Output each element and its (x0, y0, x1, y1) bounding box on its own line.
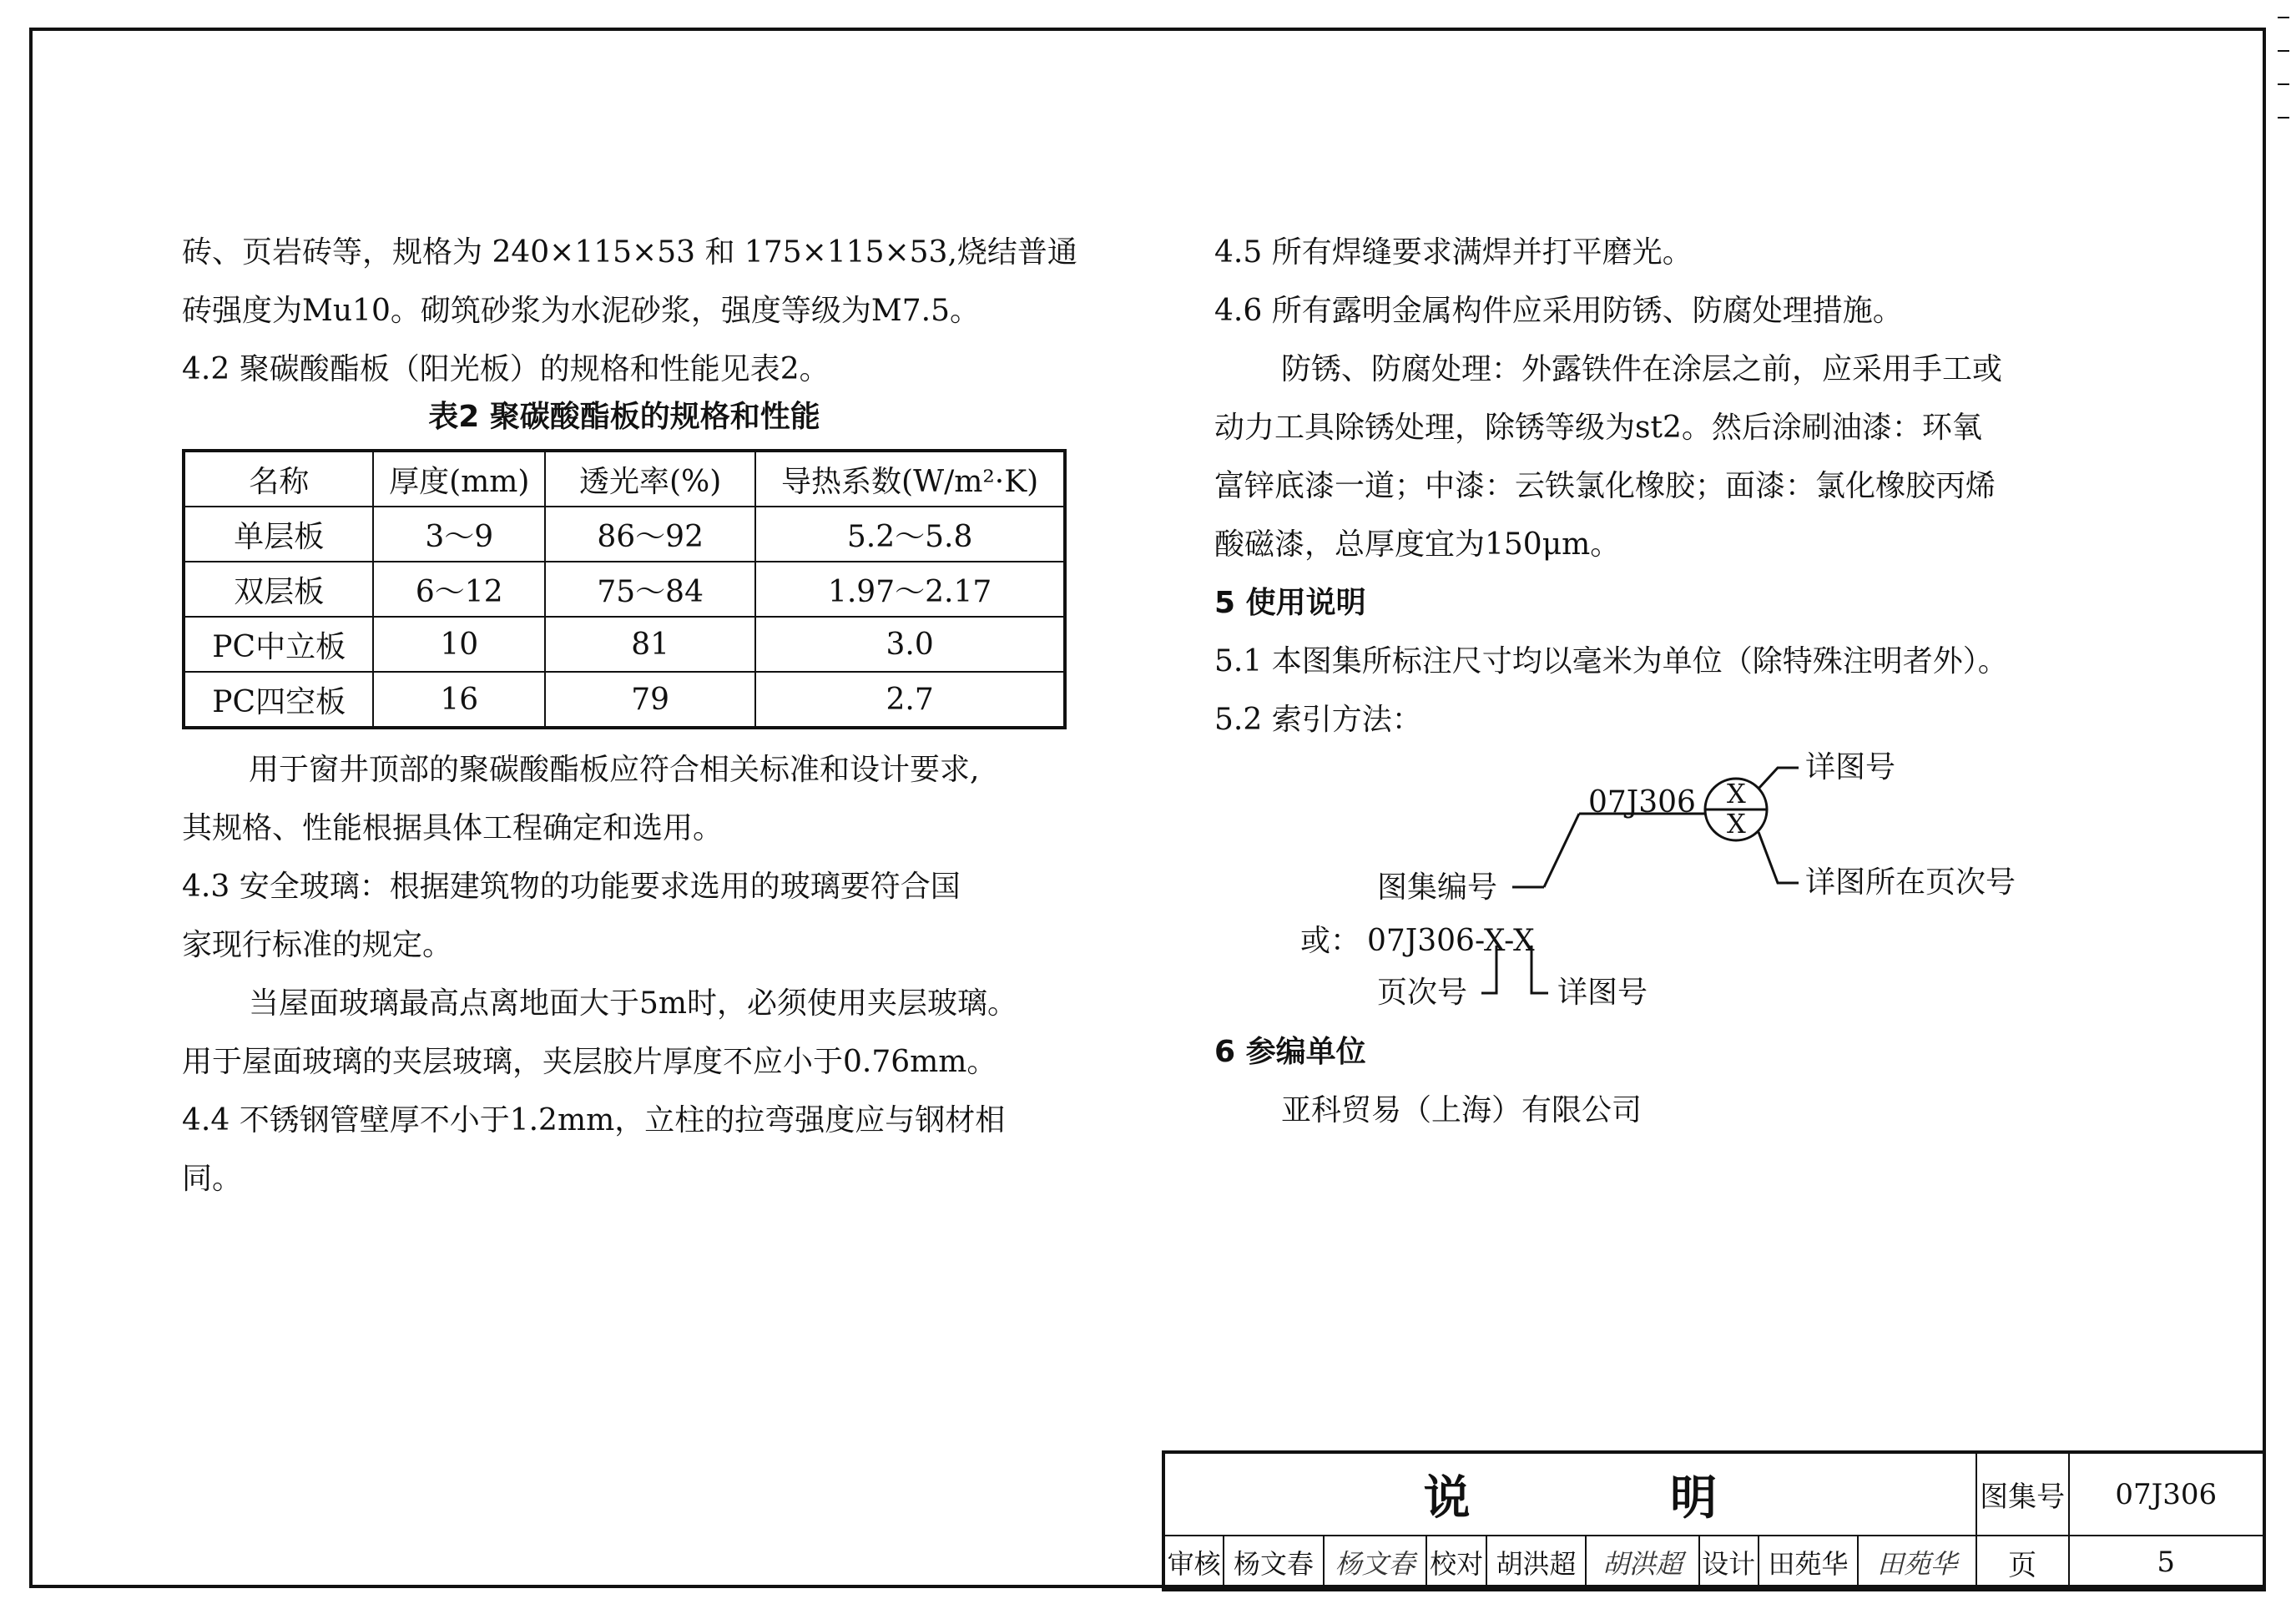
page-number-label: 页次号 (1377, 976, 1468, 1010)
paragraph: 富锌底漆一道；中漆：云铁氯化橡胶；面漆：氯化橡胶丙烯 (1214, 469, 1996, 503)
table-cell: 1.97～2.17 (755, 562, 1065, 617)
table-cell: 81 (545, 617, 755, 672)
table-cell: 5.2～5.8 (755, 507, 1065, 562)
circle-bottom-text: X (1727, 808, 1746, 840)
table-cell: 16 (373, 672, 545, 728)
check-name: 胡洪超 (1486, 1536, 1586, 1590)
atlas-value: 07J306 (2069, 1452, 2265, 1536)
table-cell: PC四空板 (184, 672, 373, 728)
table-cell: PC中立板 (184, 617, 373, 672)
title-block (1162, 1450, 2266, 1591)
detail-number-label: 详图号 (1805, 750, 1896, 784)
table-cell: 75～84 (545, 562, 755, 617)
table-cell: 10 (373, 617, 545, 672)
header-cell: 透光率(%) (545, 451, 755, 507)
paragraph: 当屋面玻璃最高点离地面大于5m时，必须使用夹层玻璃。 (249, 986, 1018, 1021)
table-cell: 86～92 (545, 507, 755, 562)
paragraph: 5.1 本图集所标注尺寸均以毫米为单位（除特殊注明者外）。 (1214, 644, 2008, 678)
atlas-code-label: 07J306 (1588, 785, 1696, 820)
paragraph: 4.2 聚碳酸酯板（阳光板）的规格和性能见表2。 (182, 352, 830, 386)
atlas-label: 图集号 (1976, 1452, 2069, 1536)
review-signature: 杨文春 (1324, 1536, 1427, 1590)
design-signature: 田苑华 (1858, 1536, 1976, 1590)
check-signature: 胡洪超 (1586, 1536, 1698, 1590)
paragraph: 用于屋面玻璃的夹层玻璃，夹层胶片厚度不应小于0.76mm。 (182, 1045, 997, 1079)
header-cell: 导热系数(W/m²·K) (755, 451, 1065, 507)
atlas-number-label: 图集编号 (1377, 870, 1498, 905)
right-column-bottom (1214, 1023, 2157, 1140)
table-caption: 表2 聚碳酸酯板的规格和性能 (428, 400, 820, 434)
leader-line (1759, 768, 1799, 789)
paragraph: 防锈、防腐处理：外露铁件在涂层之前，应采用手工或 (1281, 352, 2003, 386)
leader-line (1759, 832, 1799, 883)
review-name: 杨文春 (1224, 1536, 1323, 1590)
paragraph: 砖、页岩砖等，规格为 240×115×53 和 175×115×53,烧结普通 (182, 235, 1077, 270)
paragraph: 4.6 所有露明金属构件应采用防锈、防腐处理措施。 (1214, 294, 1903, 328)
section-heading: 5 使用说明 (1214, 586, 1366, 620)
drawing-title: 说 明 (1163, 1452, 1976, 1536)
paragraph: 用于窗井顶部的聚碳酸酯板应符合相关标准和设计要求, (249, 753, 980, 787)
paragraph: 酸磁漆，总厚度宜为150μm。 (1214, 527, 1621, 562)
table-cell: 3.0 (755, 617, 1065, 672)
paragraph: 同。 (182, 1162, 243, 1196)
paragraph: 亚科贸易（上海）有限公司 (1281, 1093, 1643, 1127)
section-heading: 6 参编单位 (1214, 1035, 1366, 1069)
header-cell: 名称 (184, 451, 373, 507)
table-cell: 2.7 (755, 672, 1065, 728)
paragraph: 动力工具除锈处理，除锈等级为st2。然后涂刷油漆：环氧 (1214, 411, 1982, 445)
circle-top-text: X (1727, 778, 1746, 810)
paragraph: 4.5 所有焊缝要求满焊并打平磨光。 (1214, 235, 1693, 270)
page-label: 页 (1976, 1536, 2069, 1590)
table-cell: 79 (545, 672, 755, 728)
alt-index-code: 07J306-X-X (1367, 924, 1535, 958)
paragraph: 家现行标准的规定。 (182, 928, 453, 962)
page-value: 5 (2069, 1536, 2265, 1590)
table-cell: 3～9 (373, 507, 545, 562)
design-name: 田苑华 (1759, 1536, 1858, 1590)
or-prefix: 或： (1300, 924, 1361, 958)
table-cell: 6～12 (373, 562, 545, 617)
paragraph: 4.4 不锈钢管壁厚不小于1.2mm，立柱的拉弯强度应与钢材相 (182, 1103, 1006, 1137)
paragraph: 其规格、性能根据具体工程确定和选用。 (182, 811, 724, 845)
paragraph: 砖强度为Mu10。砌筑砂浆为水泥砂浆，强度等级为M7.5。 (182, 294, 980, 328)
detail-page-label: 详图所在页次号 (1805, 865, 2016, 900)
design-label: 设计 (1699, 1536, 1759, 1590)
review-label: 审核 (1163, 1536, 1224, 1590)
detail-number-label-2: 详图号 (1557, 976, 1648, 1010)
header-cell: 厚度(mm) (373, 451, 545, 507)
paragraph: 5.2 索引方法： (1214, 703, 1422, 737)
paragraph: 4.3 安全玻璃：根据建筑物的功能要求选用的玻璃要符合国 (182, 870, 961, 904)
table-cell: 单层板 (184, 507, 373, 562)
check-label: 校对 (1426, 1536, 1486, 1590)
table-cell: 双层板 (184, 562, 373, 617)
leader-line (1544, 814, 1579, 887)
